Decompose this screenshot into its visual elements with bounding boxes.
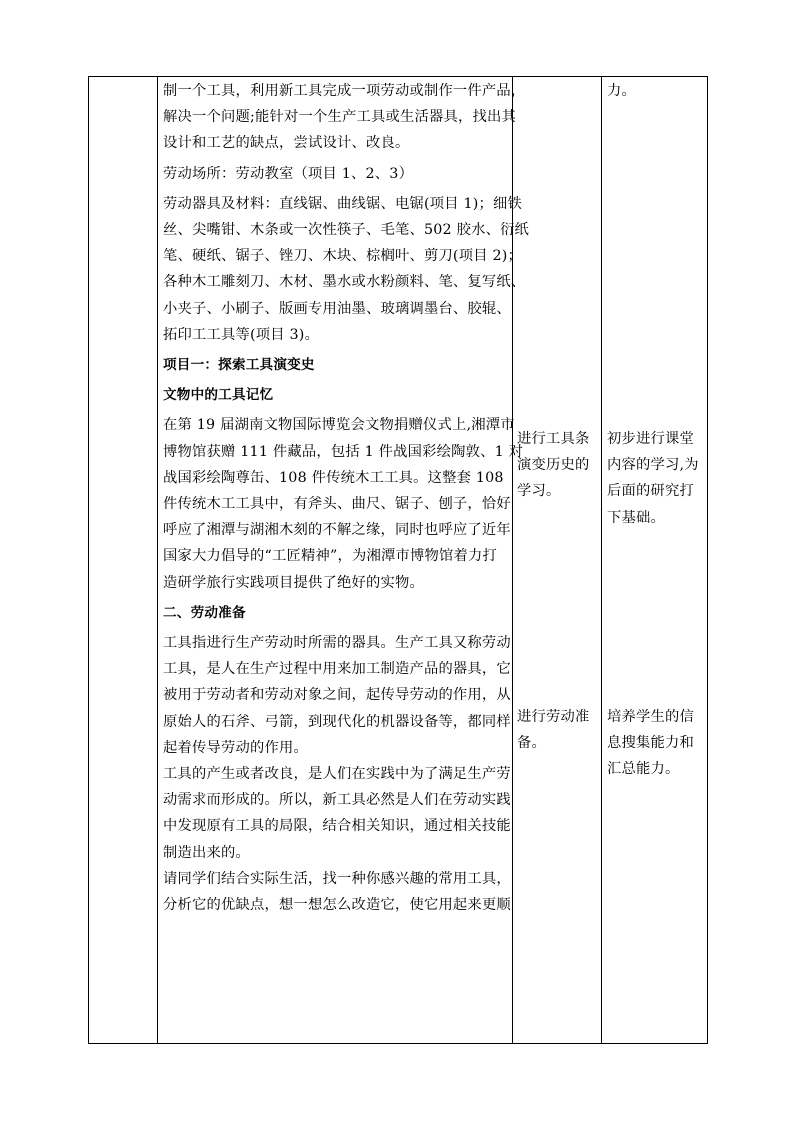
text-line: 起着传导劳动的作用。 [163,739,308,756]
text-line: 件传统木工工具中，有斧头、曲尺、锯子、刨子，恰好 [163,496,511,513]
section2-paragraph-2 [163,761,509,866]
student-activity-2 [517,704,597,756]
project-title: 项目一：探索工具演变史 [163,357,315,374]
text-line: 分析它的优缺点，想一想怎么改造它，使它用起来更顺 [163,897,511,914]
text-line: 力。 [607,83,636,99]
text-line: 工具指进行生产劳动时所需的器具。生产工具又称劳动 [163,635,511,652]
text-line: 小夹子、小刷子、版画专用油墨、玻璃调墨台、胶辊、 [163,300,511,317]
text-line: 战国彩绘陶尊缶、108 件传统木工工具。这整套 108 [163,469,504,486]
text-line: 工具，是人在生产过程中用来加工制造产品的器具，它 [163,661,511,678]
column-divider [157,77,158,1043]
text-line: 造研学旅行实践项目提供了绝好的实物。 [163,574,424,591]
section-title: 文物中的工具记忆 [163,387,274,404]
text-line: 息搜集能力和 [607,735,694,752]
text-line: 进行劳动准 [517,709,590,725]
text-line: 汇总能力。 [607,761,680,778]
section-title: 二、劳动准备 [163,604,246,621]
text-line: 拓印工工具等(项目 3)。 [163,326,320,343]
text-line: 内容的学习,为 [607,457,699,474]
text-line: 在第 19 届湖南文物国际博览会文物捐赠仪式上,湘潭市 [163,417,515,434]
text-line: 解决一个问题;能针对一个生产工具或生活器具，找出其 [163,109,516,126]
labor-place: 劳动场所：劳动教室（项目 1、2、3） [163,165,414,182]
text-line: 动需求而形成的。所以，新工具必然是人们在劳动实践 [163,792,511,809]
text-line: 制造出来的。 [163,844,250,861]
student-activity-1 [517,426,597,505]
text-line: 国家大力倡导的“工匠精神”，为湘潭市博物馆着力打 [163,548,497,565]
text-line: 设计和工艺的缺点，尝试设计、改良。 [163,135,410,152]
lesson-table [88,76,708,1044]
text-line: 笔、硬纸、锯子、锉刀、木块、棕榈叶、剪刀(项目 2)； [163,248,523,265]
materials-paragraph [163,191,530,348]
text-line: 培养学生的信 [607,709,694,725]
column-divider [601,77,602,1043]
text-line: 下基础。 [607,509,665,526]
text-line: 演变历史的 [517,457,590,474]
section2-paragraph-1 [163,630,509,761]
text-line: 呼应了湘潭与湖湘木刻的不解之缘，同时也呼应了近年 [163,522,511,539]
text-line: 丝、尖嘴钳、木条或一次性筷子、毛笔、502 胶水、衍纸 [163,222,530,239]
text-line: 中发现原有工具的局限，结合相关知识，通过相关技能 [163,818,511,835]
text-line: 学习。 [517,483,561,500]
design-intent-2 [607,704,703,783]
intro-paragraph [163,78,526,157]
text-line: 初步进行课堂 [607,431,694,447]
text-line: 备。 [517,735,546,752]
text-line: 各种木工雕刻刀、木材、墨水或水粉颜料、笔、复写纸、 [163,274,526,291]
text-line: 制一个工具，利用新工具完成一项劳动或制作一件产品， [163,83,526,99]
text-line: 原始人的石斧、弓箭，到现代化的机器设备等，都同样 [163,713,511,730]
text-line: 进行工具条 [517,431,590,447]
text-line: 请同学们结合实际生活，找一种你感兴趣的常用工具， [163,870,511,887]
text-line: 后面的研究打 [607,483,694,500]
design-intent-1 [607,426,703,531]
text-line: 劳动器具及材料：直线锯、曲线锯、电锯(项目 1)；细铁 [163,195,523,212]
section2-paragraph-3 [163,866,509,918]
section1-paragraph [163,412,524,595]
text-line: 工具的产生或者改良，是人们在实践中为了满足生产劳 [163,766,511,783]
design-intent-top [607,78,703,104]
text-line: 博物馆获赠 111 件藏品，包括 1 件战国彩绘陶敦、1 对 [163,443,524,460]
text-line: 被用于劳动者和劳动对象之间，起传导劳动的作用，从 [163,687,511,704]
content-column [163,78,530,918]
